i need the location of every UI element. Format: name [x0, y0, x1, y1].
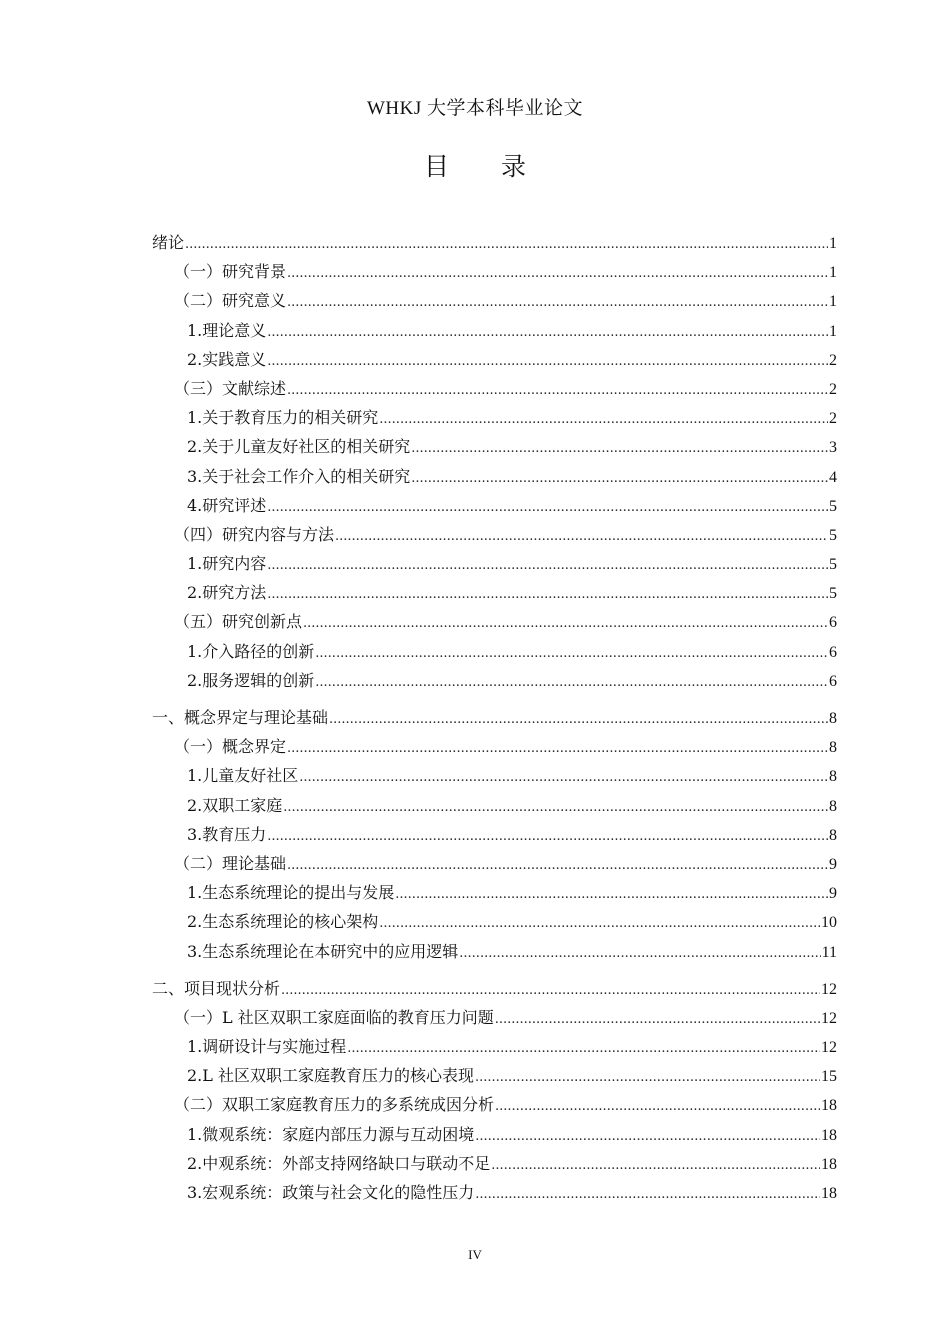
toc-entry-title: 3.教育压力 — [187, 824, 267, 844]
toc-entry[interactable] — [152, 637, 837, 666]
toc-entry[interactable] — [152, 578, 837, 607]
toc-entry[interactable] — [152, 491, 837, 520]
dot-leader — [267, 493, 828, 522]
toc-entry[interactable] — [152, 374, 837, 403]
toc-entry[interactable] — [152, 1120, 837, 1149]
dot-leader — [459, 939, 820, 968]
toc-entry-page: 6 — [829, 614, 837, 632]
dot-leader — [347, 1034, 820, 1063]
toc-entry-title: （一）L 社区双职工家庭面临的教育压力问题 — [174, 1007, 494, 1027]
toc-entry-page: 18 — [821, 1185, 837, 1202]
page-title: 目 录 — [424, 151, 548, 181]
toc-entry-title: 2.实践意义 — [187, 349, 267, 369]
dot-leader — [395, 880, 828, 909]
toc-entry-page: 8 — [829, 710, 837, 727]
toc-entry[interactable] — [152, 849, 837, 878]
toc-entry-page: 10 — [821, 914, 837, 932]
dot-leader — [267, 580, 828, 609]
toc-entry-page: 12 — [821, 980, 837, 998]
toc-entry[interactable] — [152, 607, 837, 636]
toc-entry-title: 4.研究评述 — [187, 495, 267, 515]
toc-entry-title: （五）研究创新点 — [174, 612, 303, 632]
dot-leader — [475, 1122, 820, 1151]
dot-leader — [495, 1005, 820, 1034]
toc-entry[interactable] — [152, 462, 837, 491]
toc-entry[interactable] — [152, 732, 837, 761]
toc-entry[interactable] — [152, 432, 837, 461]
toc-entry-page: 4 — [829, 468, 837, 486]
toc-entry-title: 2.研究方法 — [187, 583, 267, 603]
toc-entry[interactable] — [152, 286, 837, 315]
toc-entry-page: 5 — [829, 526, 837, 544]
toc-entry-page: 8 — [829, 739, 837, 757]
toc-entry-title: 绪论 — [152, 233, 185, 252]
toc-entry-page: 2 — [829, 410, 837, 428]
dot-leader — [329, 705, 828, 734]
toc-entry-page: 15 — [821, 1068, 837, 1086]
dot-leader — [267, 318, 828, 347]
toc-entry[interactable] — [152, 257, 837, 286]
toc-entry-page: 1 — [829, 322, 837, 340]
toc-entry-title: （三）文献综述 — [174, 378, 287, 398]
toc-entry-page: 5 — [829, 497, 837, 515]
dot-leader — [315, 639, 828, 668]
toc-entry-page: 9 — [829, 885, 837, 903]
toc-entry-title: 1.关于教育压力的相关研究 — [187, 408, 379, 428]
toc-entry-title: 1.研究内容 — [187, 554, 267, 574]
toc-entry-page: 8 — [829, 826, 837, 844]
toc-entry-title: 1.生态系统理论的提出与发展 — [187, 883, 395, 903]
toc-entry-title: 1.介入路径的创新 — [187, 641, 315, 661]
dot-leader — [335, 522, 828, 551]
toc-entry[interactable] — [152, 791, 837, 820]
toc-entry-page: 1 — [829, 235, 837, 252]
toc-entry-page: 18 — [821, 1155, 837, 1173]
dot-leader — [287, 734, 828, 763]
toc-entry[interactable] — [152, 907, 837, 936]
toc-entry-page: 6 — [829, 643, 837, 661]
toc-entry-title: （二）理论基础 — [174, 853, 287, 873]
dot-leader — [411, 434, 828, 463]
toc-entry-title: 2.关于儿童友好社区的相关研究 — [187, 437, 411, 457]
dot-leader — [379, 909, 820, 938]
toc-entry[interactable] — [152, 549, 837, 578]
toc-entry-page: 18 — [821, 1126, 837, 1144]
toc-entry[interactable] — [152, 1149, 837, 1178]
toc-entry-title: （一）概念界定 — [174, 737, 287, 757]
dot-leader — [267, 551, 828, 580]
dot-leader — [281, 976, 820, 1005]
toc-entry-page: 18 — [821, 1097, 837, 1115]
toc-entry-page: 11 — [821, 943, 837, 961]
toc-entry-page: 2 — [829, 380, 837, 398]
toc-entry-title: 2.服务逻辑的创新 — [187, 670, 315, 690]
toc-entry-title: 二、项目现状分析 — [152, 978, 281, 998]
toc-entry[interactable] — [152, 1178, 837, 1207]
toc-entry-title: 一、概念界定与理论基础 — [152, 708, 329, 727]
toc-entry[interactable] — [152, 316, 837, 345]
toc-entry-title: 3.宏观系统：政策与社会文化的隐性压力 — [187, 1183, 475, 1202]
toc-entry-page: 2 — [829, 351, 837, 369]
toc-entry-title: 3.关于社会工作介入的相关研究 — [187, 466, 411, 486]
dot-leader — [299, 763, 828, 792]
toc-entry[interactable] — [152, 703, 837, 732]
dot-leader — [379, 405, 828, 434]
dot-leader — [287, 851, 828, 880]
table-of-contents — [152, 228, 837, 1207]
toc-entry-page: 12 — [821, 1009, 837, 1027]
toc-entry[interactable] — [152, 820, 837, 849]
dot-leader — [267, 822, 828, 851]
dot-leader — [495, 1092, 820, 1121]
toc-entry[interactable] — [152, 878, 837, 907]
dot-leader — [287, 376, 828, 405]
toc-entry-title: 2.中观系统：外部支持网络缺口与联动不足 — [187, 1153, 491, 1173]
dot-leader — [475, 1063, 820, 1092]
toc-entry[interactable] — [152, 1090, 837, 1119]
toc-entry-title: 1.儿童友好社区 — [187, 766, 299, 786]
dot-leader — [315, 668, 828, 697]
toc-entry[interactable] — [152, 520, 837, 549]
toc-entry-title: （二）双职工家庭教育压力的多系统成因分析 — [174, 1095, 495, 1115]
toc-entry-page: 8 — [829, 797, 837, 815]
toc-entry-title: 1.微观系统：家庭内部压力源与互动困境 — [187, 1124, 475, 1144]
dot-leader — [267, 347, 828, 376]
toc-entry-page: 5 — [829, 585, 837, 603]
page-number: IV — [468, 1247, 482, 1262]
toc-entry-title: 2.生态系统理论的核心架构 — [187, 912, 379, 932]
toc-entry[interactable] — [152, 937, 837, 966]
toc-entry-page: 6 — [829, 672, 837, 690]
toc-entry[interactable] — [152, 974, 837, 1003]
toc-entry[interactable] — [152, 761, 837, 790]
toc-entry[interactable] — [152, 666, 837, 695]
toc-entry[interactable] — [152, 1032, 837, 1061]
dot-leader — [287, 288, 828, 317]
toc-entry-page: 9 — [829, 855, 837, 873]
toc-entry[interactable] — [152, 403, 837, 432]
toc-entry[interactable] — [152, 345, 837, 374]
dot-leader — [287, 259, 828, 288]
dot-leader — [491, 1151, 820, 1180]
toc-entry[interactable] — [152, 1061, 837, 1090]
toc-entry-title: 2.双职工家庭 — [187, 795, 283, 815]
toc-entry-title: 3.生态系统理论在本研究中的应用逻辑 — [187, 941, 459, 961]
toc-entry[interactable] — [152, 228, 837, 257]
dot-leader — [475, 1180, 820, 1209]
toc-entry-title: 2.L 社区双职工家庭教育压力的核心表现 — [187, 1066, 474, 1086]
toc-entry-title: 1.理论意义 — [187, 320, 267, 340]
toc-entry-title: （一）研究背景 — [174, 262, 287, 282]
toc-entry-page: 1 — [829, 264, 837, 282]
toc-entry-title: 1.调研设计与实施过程 — [187, 1037, 347, 1057]
toc-entry-page: 5 — [829, 556, 837, 574]
dot-leader — [303, 609, 828, 638]
dot-leader — [185, 230, 828, 259]
toc-entry-page: 1 — [829, 293, 837, 311]
toc-entry-title: （二）研究意义 — [174, 291, 287, 311]
page-header: WHKJ 大学本科毕业论文 — [366, 98, 584, 119]
toc-entry-page: 3 — [829, 439, 837, 457]
dot-leader — [283, 793, 828, 822]
dot-leader — [411, 464, 828, 493]
toc-entry-title: （四）研究内容与方法 — [174, 524, 335, 544]
toc-entry-page: 8 — [829, 768, 837, 786]
toc-entry[interactable] — [152, 1003, 837, 1032]
toc-entry-page: 12 — [821, 1039, 837, 1057]
